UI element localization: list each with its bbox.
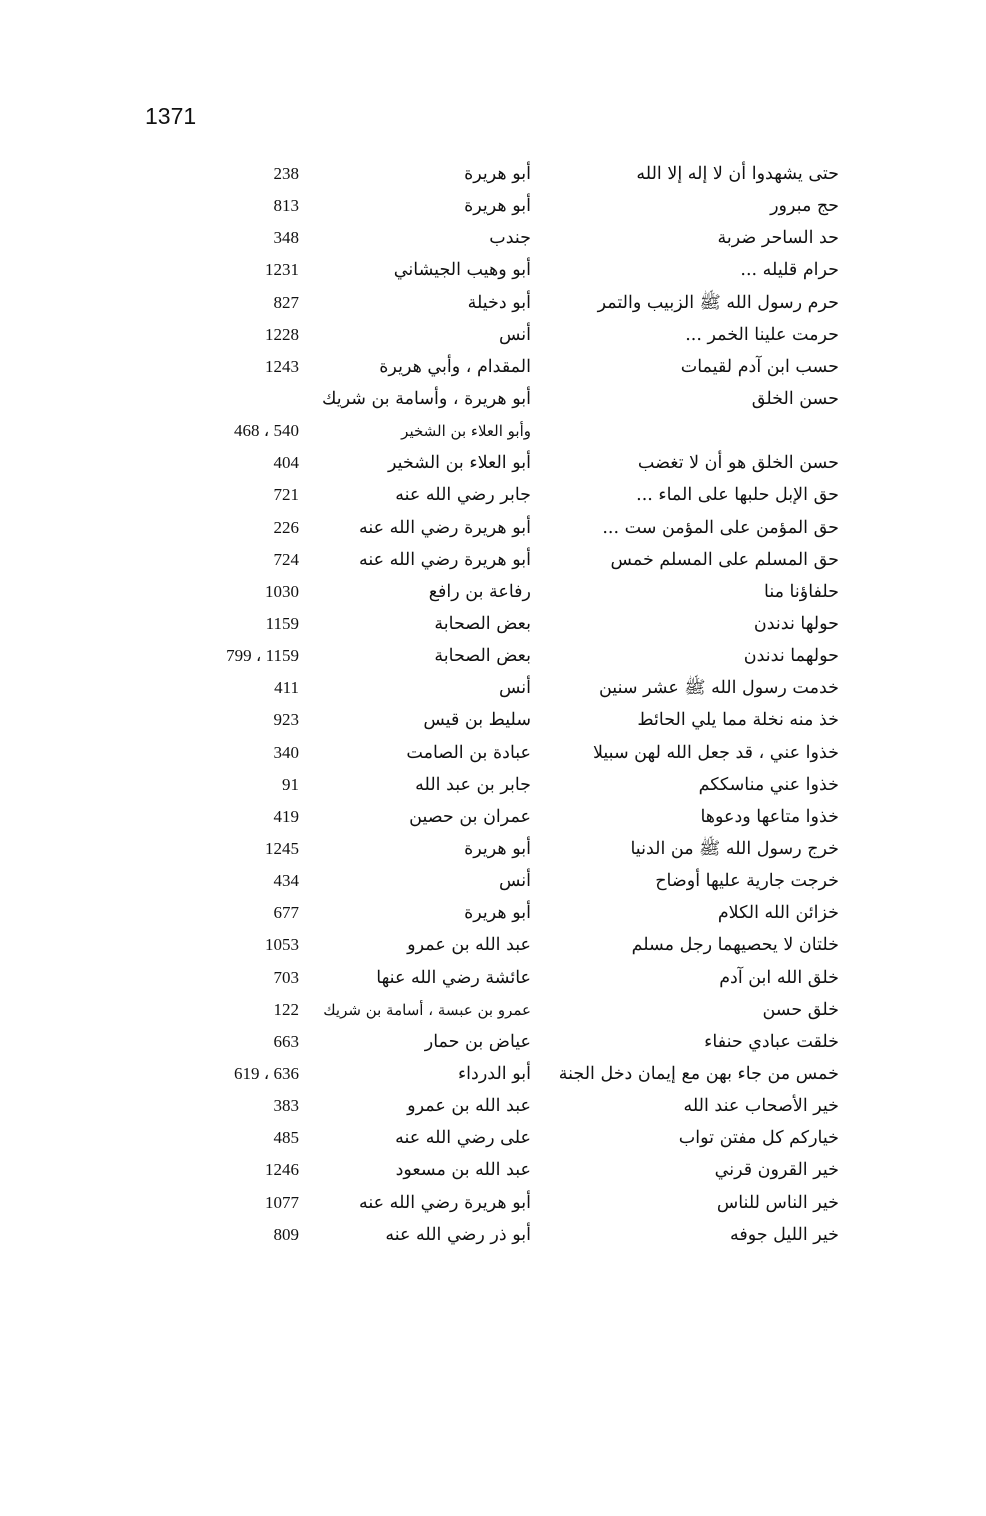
narrator-name: بعض الصحابة bbox=[434, 646, 531, 667]
hadith-text: خلقت عبادي حنفاء bbox=[704, 1031, 839, 1052]
index-row bbox=[0, 351, 986, 383]
index-row bbox=[0, 1154, 986, 1186]
narrator-name: أبو دخيلة bbox=[467, 292, 531, 313]
page-reference: 122 bbox=[273, 999, 299, 1019]
index-row bbox=[0, 1090, 986, 1122]
index-row bbox=[0, 672, 986, 704]
narrator-name: أنس bbox=[498, 871, 531, 892]
narrator-name: أبو هريرة bbox=[464, 164, 531, 184]
narrator-name: سليط بن قيس bbox=[423, 710, 531, 731]
page-reference: 724 bbox=[273, 549, 299, 569]
index-row bbox=[0, 287, 986, 319]
page-reference: 404 bbox=[273, 453, 299, 473]
hadith-text: حق الإبل حلبها على الماء ... bbox=[636, 485, 839, 506]
hadith-text: حرم رسول الله ﷺ الزبيب والتمر bbox=[597, 292, 839, 313]
narrator-name: أبو هريرة رضي الله عنه bbox=[359, 517, 531, 538]
hadith-text: حسن الخلق هو أن لا تغضب bbox=[637, 453, 839, 474]
hadith-text: خذوا متاعها ودعوها bbox=[700, 806, 839, 827]
hadith-text: حسب ابن آدم لقيمات bbox=[680, 356, 839, 377]
index-row bbox=[0, 769, 986, 801]
hadith-text: حسن الخلق bbox=[751, 388, 839, 409]
index-row bbox=[0, 640, 986, 672]
page-reference: 91 bbox=[282, 774, 299, 794]
index-row bbox=[0, 865, 986, 897]
index-row bbox=[0, 447, 986, 479]
index-row bbox=[0, 319, 986, 351]
hadith-text: خير الناس للناس bbox=[716, 1192, 839, 1213]
page-reference: 1030 bbox=[265, 581, 299, 601]
hadith-text: حولها ندندن bbox=[753, 613, 839, 634]
hadith-text: حج مبرور bbox=[770, 196, 839, 217]
hadith-text: حرمت علينا الخمر ... bbox=[685, 324, 839, 345]
page-reference: 1228 bbox=[265, 324, 299, 344]
page-reference: 1231 bbox=[265, 260, 299, 280]
hadith-text: خلق الله ابن آدم bbox=[719, 967, 839, 988]
page-reference: 813 bbox=[273, 196, 299, 216]
page-reference: 799 ، 1159 bbox=[226, 646, 299, 666]
narrator-name: جندب bbox=[489, 228, 531, 249]
page-reference: 340 bbox=[273, 742, 299, 762]
narrator-name: عبد الله بن عمرو bbox=[407, 935, 531, 956]
narrator-name: بعض الصحابة bbox=[434, 613, 531, 634]
page-reference: 411 bbox=[274, 678, 299, 698]
index-row bbox=[0, 1026, 986, 1058]
hadith-text: حد الساحر ضربة bbox=[717, 228, 839, 249]
narrator-name: عياض بن حمار bbox=[424, 1031, 531, 1052]
hadith-text: حق المسلم على المسلم خمس bbox=[610, 549, 839, 570]
narrator-name: أبو وهيب الجيشاني bbox=[393, 260, 531, 281]
index-row bbox=[0, 222, 986, 254]
hadith-text: خرج رسول الله ﷺ من الدنيا bbox=[630, 838, 839, 859]
index-row bbox=[0, 737, 986, 769]
hadith-text: حتى يشهدوا أن لا إله إلا الله bbox=[636, 164, 839, 184]
narrator-name: المقدام ، وأبي هريرة bbox=[379, 356, 531, 377]
index-row bbox=[0, 479, 986, 511]
page-reference: 827 bbox=[273, 292, 299, 312]
index-row bbox=[0, 383, 986, 415]
narrator-name: عبادة بن الصامت bbox=[406, 742, 531, 763]
narrator-name: عبد الله بن عمرو bbox=[407, 1096, 531, 1117]
hadith-text: حلفاؤنا منا bbox=[764, 581, 839, 602]
hadith-text: خلق حسن bbox=[762, 999, 839, 1020]
index-row bbox=[0, 576, 986, 608]
narrator-name: عبد الله بن مسعود bbox=[395, 1160, 531, 1181]
page-reference: 1243 bbox=[265, 356, 299, 376]
page-reference: 619 ، 636 bbox=[234, 1063, 299, 1083]
narrator-name: أبو هريرة رضي الله عنه bbox=[359, 1192, 531, 1213]
hadith-text: خدمت رسول الله ﷺ عشر سنين bbox=[598, 678, 839, 699]
page-reference: 434 bbox=[273, 871, 299, 891]
index-row bbox=[0, 1187, 986, 1219]
index-row bbox=[0, 833, 986, 865]
hadith-text: خمس من جاء بهن مع إيمان دخل الجنة bbox=[558, 1063, 839, 1084]
narrator-name: وأبو العلاء بن الشخير bbox=[401, 422, 531, 441]
narrator-name: أبو هريرة bbox=[464, 196, 531, 217]
narrator-name: أنس bbox=[498, 678, 531, 699]
page-reference: 721 bbox=[273, 485, 299, 505]
narrator-name: جابر رضي الله عنه bbox=[395, 485, 531, 506]
index-row bbox=[0, 158, 986, 190]
page-reference: 485 bbox=[273, 1128, 299, 1148]
narrator-name: على رضي الله عنه bbox=[395, 1128, 531, 1149]
hadith-text: خير القرون قرني bbox=[714, 1160, 839, 1181]
page-reference: 677 bbox=[273, 903, 299, 923]
index-row bbox=[0, 1219, 986, 1251]
page-reference: 1053 bbox=[265, 935, 299, 955]
narrator-name: أبو هريرة ، وأسامة بن شريك bbox=[321, 388, 531, 409]
index-row bbox=[0, 994, 986, 1026]
page-reference: 468 ، 540 bbox=[234, 421, 299, 441]
hadith-text: حرام قليله ... bbox=[740, 260, 839, 281]
hadith-text: حولهما ندندن bbox=[743, 646, 839, 667]
page-reference: 348 bbox=[273, 228, 299, 248]
page-reference: 226 bbox=[273, 517, 299, 537]
page-reference: 663 bbox=[273, 1031, 299, 1051]
narrator-name: أبو هريرة bbox=[464, 903, 531, 924]
hadith-text: خذوا عني ، قد جعل الله لهن سبيلا bbox=[592, 742, 839, 763]
index-row bbox=[0, 190, 986, 222]
page-reference: 383 bbox=[273, 1096, 299, 1116]
hadith-text: خياركم كل مفتن تواب bbox=[678, 1128, 839, 1149]
index-row bbox=[0, 704, 986, 736]
page-number: 1371 bbox=[145, 103, 197, 129]
page-reference: 1077 bbox=[265, 1192, 299, 1212]
index-row bbox=[0, 801, 986, 833]
narrator-name: عائشة رضي الله عنها bbox=[376, 967, 531, 988]
page-reference: 1246 bbox=[265, 1160, 299, 1180]
page-reference: 419 bbox=[273, 806, 299, 826]
index-row bbox=[0, 415, 986, 447]
page-reference: 809 bbox=[273, 1224, 299, 1244]
hadith-text: خير الأصحاب عند الله bbox=[683, 1096, 839, 1117]
index-row bbox=[0, 929, 986, 961]
index-row bbox=[0, 897, 986, 929]
page-reference: 703 bbox=[273, 967, 299, 987]
hadith-text: خزائن الله الكلام bbox=[717, 903, 839, 924]
page-reference: 1245 bbox=[265, 838, 299, 858]
narrator-name: عمرو بن عبسة ، أسامة بن شريك bbox=[323, 1000, 531, 1019]
hadith-index-table bbox=[0, 158, 986, 1251]
index-row bbox=[0, 544, 986, 576]
index-row bbox=[0, 962, 986, 994]
hadith-text: خذوا عني مناسككم bbox=[698, 774, 839, 795]
hadith-text: خرجت جارية عليها أوضاح bbox=[655, 871, 839, 892]
index-row bbox=[0, 1058, 986, 1090]
index-row bbox=[0, 1122, 986, 1154]
narrator-name: أنس bbox=[498, 324, 531, 345]
narrator-name: أبو العلاء بن الشخير bbox=[388, 453, 531, 474]
page-reference: 238 bbox=[273, 164, 299, 183]
narrator-name: أبو هريرة bbox=[464, 838, 531, 859]
hadith-text: حق المؤمن على المؤمن ست ... bbox=[602, 517, 839, 538]
narrator-name: جابر بن عبد الله bbox=[415, 774, 531, 795]
narrator-name: أبو ذر رضي الله عنه bbox=[385, 1224, 531, 1245]
page-reference: 1159 bbox=[265, 613, 299, 633]
index-row bbox=[0, 512, 986, 544]
hadith-text: خذ منه نخلة مما يلي الحائط bbox=[637, 710, 839, 731]
page-reference: 923 bbox=[273, 710, 299, 730]
narrator-name: أبو هريرة رضي الله عنه bbox=[359, 549, 531, 570]
narrator-name: أبو الدرداء bbox=[457, 1063, 531, 1084]
narrator-name: رفاعة بن رافع bbox=[428, 581, 531, 602]
index-row bbox=[0, 254, 986, 286]
narrator-name: عمران بن حصين bbox=[409, 806, 531, 827]
index-row bbox=[0, 608, 986, 640]
hadith-text: خلتان لا يحصيهما رجل مسلم bbox=[631, 935, 839, 956]
hadith-text: خير الليل جوفه bbox=[729, 1224, 839, 1245]
